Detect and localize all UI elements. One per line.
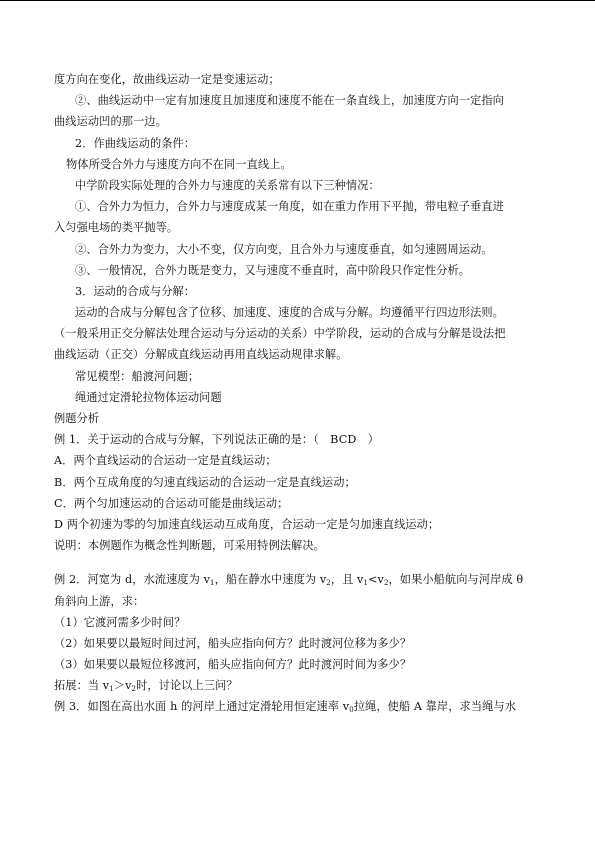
text-run: ，如果小船航向与河岸成 θ xyxy=(388,573,524,587)
text-line: 中学阶段实际处理的合外力与速度的关系常有以下三种情况： xyxy=(75,178,380,192)
extension-line xyxy=(54,676,554,697)
header-rule xyxy=(0,0,595,1)
text-line: ③、一般情况，合外力既是变力，又与速度不垂直时，高中阶段只作定性分析。 xyxy=(75,263,471,277)
subscript: 2 xyxy=(131,685,137,694)
example-question: 例 1．关于运动的合成与分解，下列说法正确的是：（ BCD ） xyxy=(54,433,380,447)
question-item: （3）如果要以最短位移渡河，船头应指向何方？此时渡河时间为多少？ xyxy=(54,658,412,672)
text-run: 拓展：当 v xyxy=(54,679,110,693)
text-line: 度方向在变化，故曲线运动一定是变速运动； xyxy=(54,73,280,86)
text-run: 拉绳，使船 A 靠岸，求当绳与水 xyxy=(353,700,516,714)
text-line: 曲线运动（正交）分解成直线运动再用直线运动规律求解。 xyxy=(54,348,348,362)
text-run: 例 3．如图在高出水面 h 的河岸上通过定滑轮用恒定速率 v xyxy=(54,700,350,714)
subscript: 2 xyxy=(326,579,331,588)
text-run: 例 2．河宽为 d，水流速度为 v xyxy=(54,573,211,587)
spacer xyxy=(54,557,554,570)
subscript: 0 xyxy=(349,706,354,715)
question-item: （2）如果要以最短时间过河，船头应指向何方？此时渡河位移为多少？ xyxy=(54,636,412,650)
text-run: ，且 v xyxy=(330,573,364,587)
subscript: 1 xyxy=(363,579,369,588)
subscript: 1 xyxy=(210,579,215,588)
option-line: C．两个匀加速运动的合运动可能是曲线运动； xyxy=(54,496,289,510)
document-page xyxy=(54,70,554,719)
option-line: D 两个初速为零的匀加速直线运动互成角度，合运动一定是匀加速直线运动； xyxy=(54,517,440,531)
text-run: ，船在静水中速度为 v xyxy=(214,573,327,587)
option-line: A．两个直线运动的合运动一定是直线运动； xyxy=(54,454,277,468)
subscript: 1 xyxy=(109,685,114,694)
text-line: （一般采用正交分解法处理合运动与分运动的关系）中学阶段，运动的合成与分解是设法把 xyxy=(54,327,506,341)
text-line: ②、合外力为变力，大小不变，仅方向变，且合外力与速度垂直，如匀速圆周运动。 xyxy=(75,242,493,256)
text-line: 说明：本例题作为概念性判断题，可采用特例法解决。 xyxy=(54,539,325,553)
question-item: （1）它渡河需多少时间？ xyxy=(54,615,186,629)
example-question xyxy=(54,697,554,718)
subscript: 2 xyxy=(383,579,389,588)
text-run: <v xyxy=(368,573,384,587)
text-line: 运动的合成与分解包含了位移、加速度、速度的合成与分解。均遵循平行四边形法则。 xyxy=(75,306,504,320)
text-line: ①、合外力为恒力，合外力与速度成某一角度，如在重力作用下平抛，带电粒子垂直进 xyxy=(75,200,504,214)
text-line: 常见模型：船渡河问题； xyxy=(75,369,200,383)
text-run: ＞v xyxy=(113,679,132,693)
text-line: ②、曲线运动中一定有加速度且加速度和速度不能在一条直线上，加速度方向一定指向 xyxy=(75,94,504,108)
text-run: 时，讨论以上三问？ xyxy=(136,679,238,693)
text-line: 入匀强电场的类平抛等。 xyxy=(54,221,179,235)
text-line: 绳通过定滑轮拉物体运动问题 xyxy=(75,390,222,404)
text-line: 物体所受合外力与速度方向不在同一直线上。 xyxy=(66,157,292,171)
option-line: B．两个互成角度的匀速直线运动的合运动一定是直线运动； xyxy=(54,475,356,489)
example-question xyxy=(54,570,554,591)
section-heading: 3．运动的合成与分解： xyxy=(75,284,196,298)
text-line: 曲线运动凹的那一边。 xyxy=(54,115,167,129)
section-heading: 2．作曲线运动的条件： xyxy=(75,136,196,150)
section-heading: 例题分析 xyxy=(54,412,100,425)
text-line: 角斜向上游，求： xyxy=(54,594,145,608)
